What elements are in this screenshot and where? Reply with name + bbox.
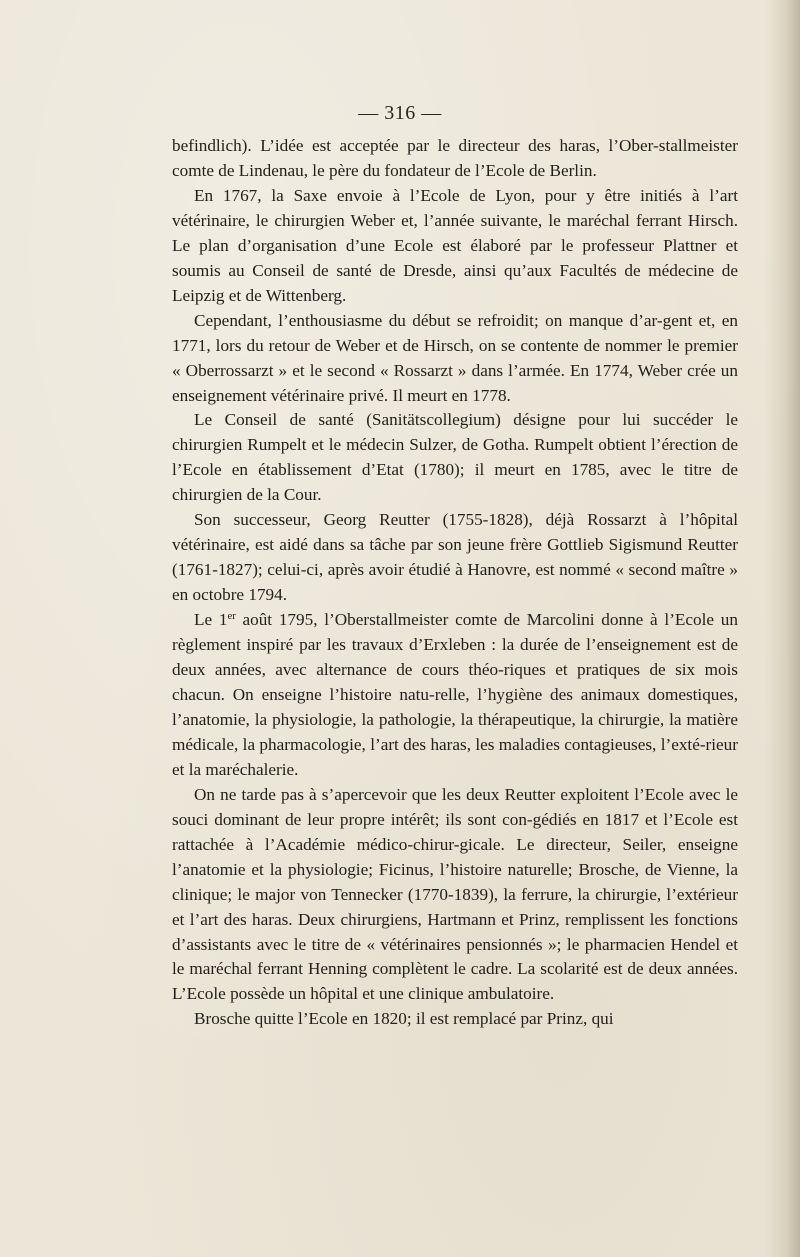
paragraph-8: Brosche quitte l’Ecole en 1820; il est remplacé par Prinz, qui (194, 1009, 614, 1029)
paragraph-6-start: Le 1 (194, 610, 228, 630)
paragraph-1: befindlich). L’idée est acceptée par le directeur des haras, l’Ober-stallmeister comte de Lindenau, le père du fondateur de l’Ecole de Berlin. (172, 136, 738, 180)
paragraph-6 (172, 608, 738, 783)
paragraph-2: En 1767, la Saxe envoie à l’Ecole de Lyon, pour y être initiés à l’art vétérinaire, le chirurgien Weber et, l’année suivante, le maréchal ferrant Hirsch. Le plan d’organisation d’une Ecole est élaboré par le professeur Plattner et soumis au Conseil de santé de Dresde, ainsi qu’aux Facultés de médecine de Leipzig et de Wittenberg. (172, 185, 738, 305)
page-edge-shadow (764, 0, 800, 1257)
paragraph-5: Son successeur, Georg Reutter (1755-1828), déjà Rossarzt à l’hôpital vétérinaire, est aidé dans sa tâche par son jeune frère Gottlieb Sigismund Reutter (1761-1827); celui-ci, après avoir étudié à Hanovre, est nommé « second maître » en octobre 1794. (172, 510, 738, 605)
body-text (172, 134, 738, 1032)
paragraph-7: On ne tarde pas à s’apercevoir que les deux Reutter exploitent l’Ecole avec le souci dominant de leur propre intérêt; ils sont con-gédiés en 1817 et l’Ecole est rattachée à l’Académie médico-chirur-gicale. Le directeur, Seiler, enseigne l’anatomie et la physiologie; Ficinus, l’histoire naturelle; Brosche, de Vienne, la clinique; le major von Tennecker (1770-1839), la ferrure, la chirurgie, l’extérieur et l’art des haras. Deux chirurgiens, Hartmann et Prinz, remplissent les fonctions d’assistants avec le titre de « vétérinaires pensionnés »; le pharmacien Hendel et le maréchal ferrant Henning complètent le cadre. La scolarité est de deux années. L’Ecole possède un hôpital et une clinique ambulatoire. (172, 784, 738, 1004)
page-number: — 316 — (358, 102, 442, 124)
paragraph-4: Le Conseil de santé (Sanitätscollegium) désigne pour lui succéder le chirurgien Rumpelt et le médecin Sulzer, de Gotha. Rumpelt obtient l’érection de l’Ecole en établissement d’Etat (1780); il meurt en 1785, avec le titre de chirurgien de la Cour. (172, 410, 738, 505)
paragraph-6-rest: août 1795, l’Oberstallmeister comte de Marcolini donne à l’Ecole un règlement inspiré par les travaux d’Erxleben : la durée de l’enseignement est de deux années, avec alternance de cours théo-riques et pratiques de six mois chacun. On enseigne l’histoire natu-relle, l’hygiène des animaux domestiques, l’anatomie, la physiologie, la pathologie, la thérapeutique, la chirurgie, la matière médicale, la pharmacologie, l’art des haras, les maladies contagieuses, l’exté-rieur et la maréchalerie. (172, 610, 738, 779)
paragraph-3: Cependant, l’enthousiasme du début se refroidit; on manque d’ar-gent et, en 1771, lors du retour de Weber et de Hirsch, on se contente de nommer le premier « Oberrossarzt » et le second « Rossarzt » dans l’armée. En 1774, Weber crée un enseignement vétérinaire privé. Il meurt en 1778. (172, 310, 738, 405)
ordinal-superscript: er (227, 611, 236, 623)
